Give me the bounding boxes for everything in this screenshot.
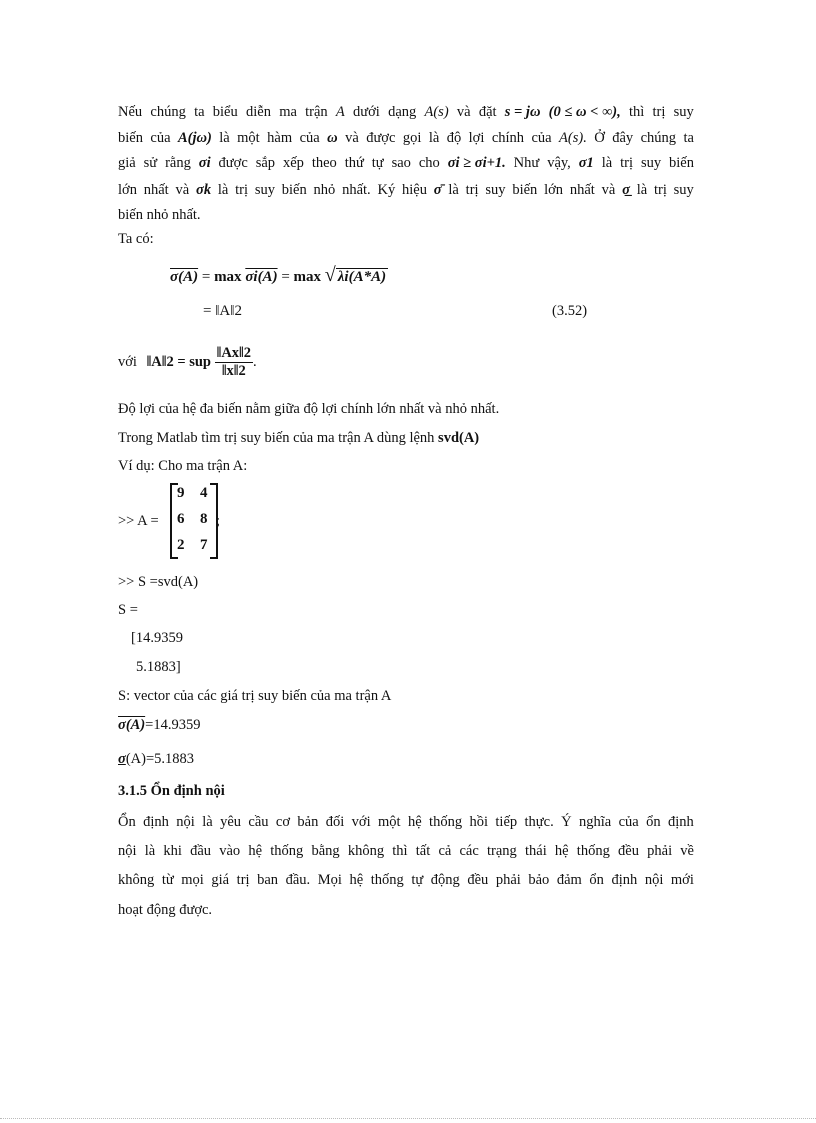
word: cả [438, 843, 452, 859]
matrix-cell: 2 [177, 537, 185, 553]
word: hệ [554, 843, 569, 859]
word: đều [618, 843, 639, 859]
eq1-mid: σi(A) [245, 269, 278, 285]
word: lớn [544, 182, 564, 198]
matlab-command: svd(A) [438, 430, 480, 446]
word: độ [446, 130, 462, 146]
word: đặt [478, 104, 497, 120]
equation-sigma-max [170, 264, 388, 287]
word: của [150, 130, 171, 146]
word: nhất. [342, 182, 371, 198]
word: thái [524, 843, 547, 859]
eq1-equals-2: = [281, 269, 290, 285]
word: Ở [594, 130, 605, 146]
word: phải [495, 872, 521, 888]
matrix-cell: 6 [177, 511, 185, 527]
word: bảo [528, 872, 550, 888]
line-matlab [118, 430, 479, 447]
matrix-cell: 9 [177, 485, 185, 501]
word: Ý [561, 814, 572, 830]
word: thống [370, 872, 404, 888]
line-vi-du: Ví dụ: Cho ma trận A: [118, 458, 248, 474]
para2-line3 [118, 872, 694, 889]
word: thì [628, 104, 645, 120]
page-bottom-border [0, 1118, 816, 1119]
word: thống [270, 843, 304, 859]
para2-line2 [118, 843, 694, 860]
word: đây [612, 130, 634, 146]
word: chúng [640, 130, 677, 146]
word: tự [411, 872, 424, 888]
word: trạng [487, 843, 517, 859]
voi-numerator: ‖Ax‖2 [216, 345, 251, 361]
word: không [118, 872, 155, 888]
word: dưới [353, 104, 380, 120]
equation-norm: = ‖A‖2 [203, 303, 242, 319]
word: hệ [349, 872, 364, 888]
s-value-2: 5.1883] [136, 659, 181, 675]
word: xếp [282, 155, 304, 171]
word: σ1 [578, 155, 594, 171]
word: được [366, 130, 396, 146]
word: cho [418, 155, 440, 171]
word: là [144, 843, 156, 859]
para2-line1 [118, 814, 694, 831]
voi-denominator: ‖x‖2 [221, 363, 246, 379]
word: biểu [212, 104, 238, 120]
word: A(s) [424, 104, 449, 120]
word: σ̲ [622, 182, 630, 198]
word: từ [161, 872, 174, 888]
matrix-cell: 7 [200, 537, 208, 553]
word: yêu [220, 814, 242, 830]
word: giá [211, 872, 230, 888]
word: diễn [245, 104, 271, 120]
word: trị [620, 155, 634, 171]
word: không [347, 843, 385, 859]
eq1-equals: = [201, 269, 211, 285]
word: vào [219, 843, 241, 859]
matrix-cell: 8 [200, 511, 208, 527]
word: ban [257, 872, 279, 888]
word: nội [118, 843, 137, 859]
word: hiệu [402, 182, 427, 198]
section-heading: 3.1.5 Ổn định nội [118, 783, 225, 799]
sigma-min-symbol: σ [118, 751, 126, 767]
matrix-A [170, 483, 221, 559]
word: là [202, 814, 213, 830]
word: là [448, 182, 459, 198]
word: về [680, 843, 694, 859]
bracket-corner [210, 557, 216, 559]
para1-line2 [118, 130, 694, 147]
word: là [217, 182, 229, 198]
para1-line3 [118, 155, 694, 172]
word: tự [371, 155, 384, 171]
word: là [428, 130, 440, 146]
word: lớn [118, 182, 137, 198]
word: giả [118, 155, 136, 171]
word: phải [647, 843, 673, 859]
word: thống [429, 814, 463, 830]
word: chúng [150, 104, 186, 120]
word: đảm [556, 872, 582, 888]
voi-fraction [215, 345, 253, 380]
word: chính [491, 130, 525, 146]
word: một [237, 130, 260, 146]
word: ω [327, 130, 338, 146]
word: hàm [267, 130, 293, 146]
word: bản [297, 814, 319, 830]
word: lợi [468, 130, 485, 146]
word: biến [512, 182, 538, 198]
word: bằng [311, 843, 340, 859]
voi-label: với [118, 354, 137, 370]
word: ổn [646, 814, 661, 830]
word: s = jω [504, 104, 541, 120]
word: nội [644, 872, 664, 888]
word: thì [392, 843, 408, 859]
eq1-lhs: σ(A) [170, 269, 199, 285]
equation-number: (3.52) [552, 303, 588, 319]
word: σi ≥ σi+1. [447, 155, 506, 171]
word: σ̄ [433, 182, 442, 198]
word: thống [576, 843, 610, 859]
word: trị [653, 182, 667, 198]
cmd-svd: >> S =svd(A) [118, 574, 199, 590]
word: dạng [388, 104, 417, 120]
word: rằng [165, 155, 191, 171]
word: hệ [407, 814, 422, 830]
word: là [636, 182, 648, 198]
word: của [618, 814, 639, 830]
para2-line4: hoạt động được. [118, 902, 213, 918]
line-do-loi: Độ lợi của hệ đa biến nằm giữa độ lợi chính lớn nhất và nhỏ nhất. [118, 401, 500, 417]
word: trị [236, 872, 250, 888]
s-equals: S = [118, 602, 138, 618]
para1-line4 [118, 182, 694, 199]
word: hồi [469, 814, 488, 830]
word: và [345, 130, 359, 146]
para1-line5: biến nhỏ nhất. [118, 207, 201, 223]
word: nhỏ [313, 182, 336, 198]
word: nhất [143, 182, 169, 198]
word: định [668, 814, 694, 830]
word: định [611, 872, 638, 888]
word: nghĩa [579, 814, 612, 830]
word: là [601, 155, 613, 171]
word: biến [669, 155, 694, 171]
word: (0 ≤ ω < ∞), [548, 104, 621, 120]
word: Nếu [118, 104, 143, 120]
word: đều [467, 872, 489, 888]
word: mọi [181, 872, 204, 888]
word: biến [118, 130, 143, 146]
word: và [175, 182, 190, 198]
word: thứ [344, 155, 364, 171]
word: định [143, 814, 169, 830]
word: của [299, 130, 320, 146]
word: động [430, 872, 460, 888]
word: trị [652, 104, 666, 120]
word: A(s). [559, 130, 587, 146]
word: trị [465, 182, 479, 198]
word: suy [673, 104, 694, 120]
word: A(jω) [177, 130, 212, 146]
word: gọi [402, 130, 422, 146]
word: Ổn [118, 814, 136, 830]
word: sử [143, 155, 158, 171]
word: thực. [524, 814, 554, 830]
matrix-suffix: ; [216, 513, 221, 529]
word: trận [305, 104, 328, 120]
sigma-max-value: =14.9359 [145, 717, 201, 733]
word: mới [670, 872, 694, 888]
sigma-max-line [118, 717, 200, 734]
word: suy [485, 182, 506, 198]
word: theo [311, 155, 337, 171]
word: các [459, 843, 479, 859]
norm-definition [118, 345, 257, 385]
word: một [378, 814, 401, 830]
word: ta [194, 104, 205, 120]
word: biến [281, 182, 307, 198]
word: sao [391, 155, 411, 171]
matrix-cell: 4 [200, 485, 208, 501]
voi-tail: . [253, 354, 257, 370]
bracket-corner [172, 557, 178, 559]
word: đầu [190, 843, 212, 859]
word: khi [163, 843, 182, 859]
word: của [531, 130, 552, 146]
sigma-max-symbol: σ(A) [118, 717, 146, 733]
eq1-max2: max [293, 269, 322, 285]
word: đầu. [285, 872, 311, 888]
word: và [601, 182, 616, 198]
word: suy [640, 155, 662, 171]
matlab-text: Trong Matlab tìm trị suy biến của ma trận A dùng lệnh [118, 430, 435, 446]
bracket-corner [210, 483, 216, 485]
word: Ký [377, 182, 396, 198]
word: A [335, 104, 345, 120]
word: σk [196, 182, 212, 198]
word: trị [235, 182, 249, 198]
word: cầu [248, 814, 269, 830]
word: sắp [255, 155, 276, 171]
word: được [218, 155, 248, 171]
word: ma [279, 104, 297, 120]
word: hệ [248, 843, 263, 859]
word: Mọi [317, 872, 342, 888]
sigma-min-line [118, 751, 194, 768]
word: nhất [569, 182, 595, 198]
word: suy [673, 182, 694, 198]
word: và [456, 104, 471, 120]
word: ta [683, 130, 694, 146]
eq1-max1: max [214, 269, 242, 285]
eq1-sqrt-arg: λi(A*A) [337, 269, 387, 285]
ta-co-label: Ta có: [118, 231, 154, 247]
word: cơ [275, 814, 291, 830]
word: với [351, 814, 371, 830]
word: tiếp [495, 814, 518, 830]
sigma-min-value: (A)=5.1883 [125, 751, 195, 767]
sqrt-icon: √ [324, 264, 336, 286]
s-description: S: vector của các giá trị suy biến của ma trận A [118, 688, 392, 704]
word: là [219, 130, 230, 146]
word: Như [513, 155, 540, 171]
para1-line1 [118, 104, 694, 121]
word: nội [176, 814, 195, 830]
word: tất [415, 843, 431, 859]
word: đối [325, 814, 345, 830]
word: ổn [589, 872, 604, 888]
matrix-prefix: >> A = [118, 513, 159, 529]
word: vậy, [547, 155, 571, 171]
word: suy [254, 182, 275, 198]
word: σi [198, 155, 211, 171]
s-value-1: [14.9359 [131, 630, 183, 646]
voi-lhs: ‖A‖2 = sup [146, 354, 211, 370]
